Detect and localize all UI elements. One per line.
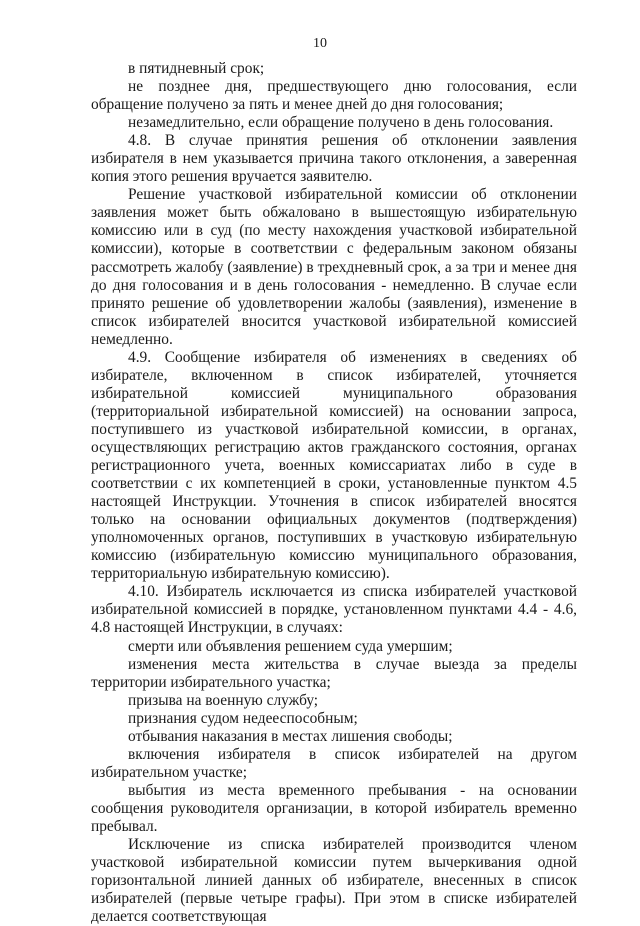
paragraph: признания судом недееспособным; [128, 709, 358, 727]
paragraph: незамедлительно, если обращение получено в день голосования. [128, 114, 554, 132]
paragraph: 4.9. Сообщение избирателя об изменениях в сведениях об избирателе, включенном в список избирателей, уточняется избирательной комиссией муниципального образования (территориальной избирательной комиссией) на основании запроса, поступившего из участковой избирательной комиссии, в органах, осуществляющих регистрацию актов гражданского состояния, органах регистрационного учета, военных комиссариатах либо в суде в соответствии с их компетенцией в сроки, установленные пунктом 4.5 настоящей Инструкции. Уточнения в список избирателей вносятся только на основании официальных документов (подтверждения) уполномоченных органов, поступивших в участковую избирательную комиссию (избирательную комиссию муниципального образования, территориальную избирательную комиссию). [91, 348, 577, 583]
paragraph: в пятидневный срок; [128, 60, 265, 77]
paragraph: изменения места жительства в случае выезда за пределы территории избирательного участка; [91, 655, 577, 691]
paragraph: смерти или объявления решением суда умершим; [128, 637, 453, 655]
paragraph: призыва на военную службу; [128, 691, 319, 709]
document-body [91, 60, 577, 926]
page-number: 10 [313, 36, 327, 51]
paragraph: включения избирателя в список избирателей на другом избирательном участке; [91, 745, 577, 781]
paragraph: не позднее дня, предшествующего дню голосования, если обращение получено за пять и менее дней до дня голосования; [91, 78, 577, 114]
paragraph: Решение участковой избирательной комиссии об отклонении заявления может быть обжаловано в вышестоящую избирательную комиссию или в суд (по месту нахождения участковой избирательной комиссии), которые в соответствии с федеральным законом обязаны рассмотреть жалобу (заявление) в трехдневный срок, а за три и менее дня до дня голосования и в день голосования - немедленно. В случае если принято решение об удовлетворении жалобы (заявления), изменение в список избирателей вносится участковой избирательной комиссией немедленно. [91, 186, 577, 348]
paragraph: отбывания наказания в местах лишения свободы; [128, 727, 453, 745]
paragraph: 4.10. Избиратель исключается из списка избирателей участковой избирательной комиссией в порядке, установленном пунктами 4.4 - 4.6, 4.8 настоящей Инструкции, в случаях: [91, 583, 577, 637]
paragraph: Исключение из списка избирателей производится членом участковой избирательной комиссии путем вычеркивания одной горизонтальной линией данных об избирателе, внесенных в список избирателей (первые четыре графы). При этом в списке избирателей делается соответствующая [91, 836, 577, 926]
paragraph: 4.8. В случае принятия решения об отклонении заявления избирателя в нем указывается причина такого отклонения, а заверенная копия этого решения вручается заявителю. [91, 132, 577, 186]
paragraph: выбытия из места временного пребывания - на основании сообщения руководителя организации, в которой избиратель временно пребывал. [91, 781, 577, 835]
